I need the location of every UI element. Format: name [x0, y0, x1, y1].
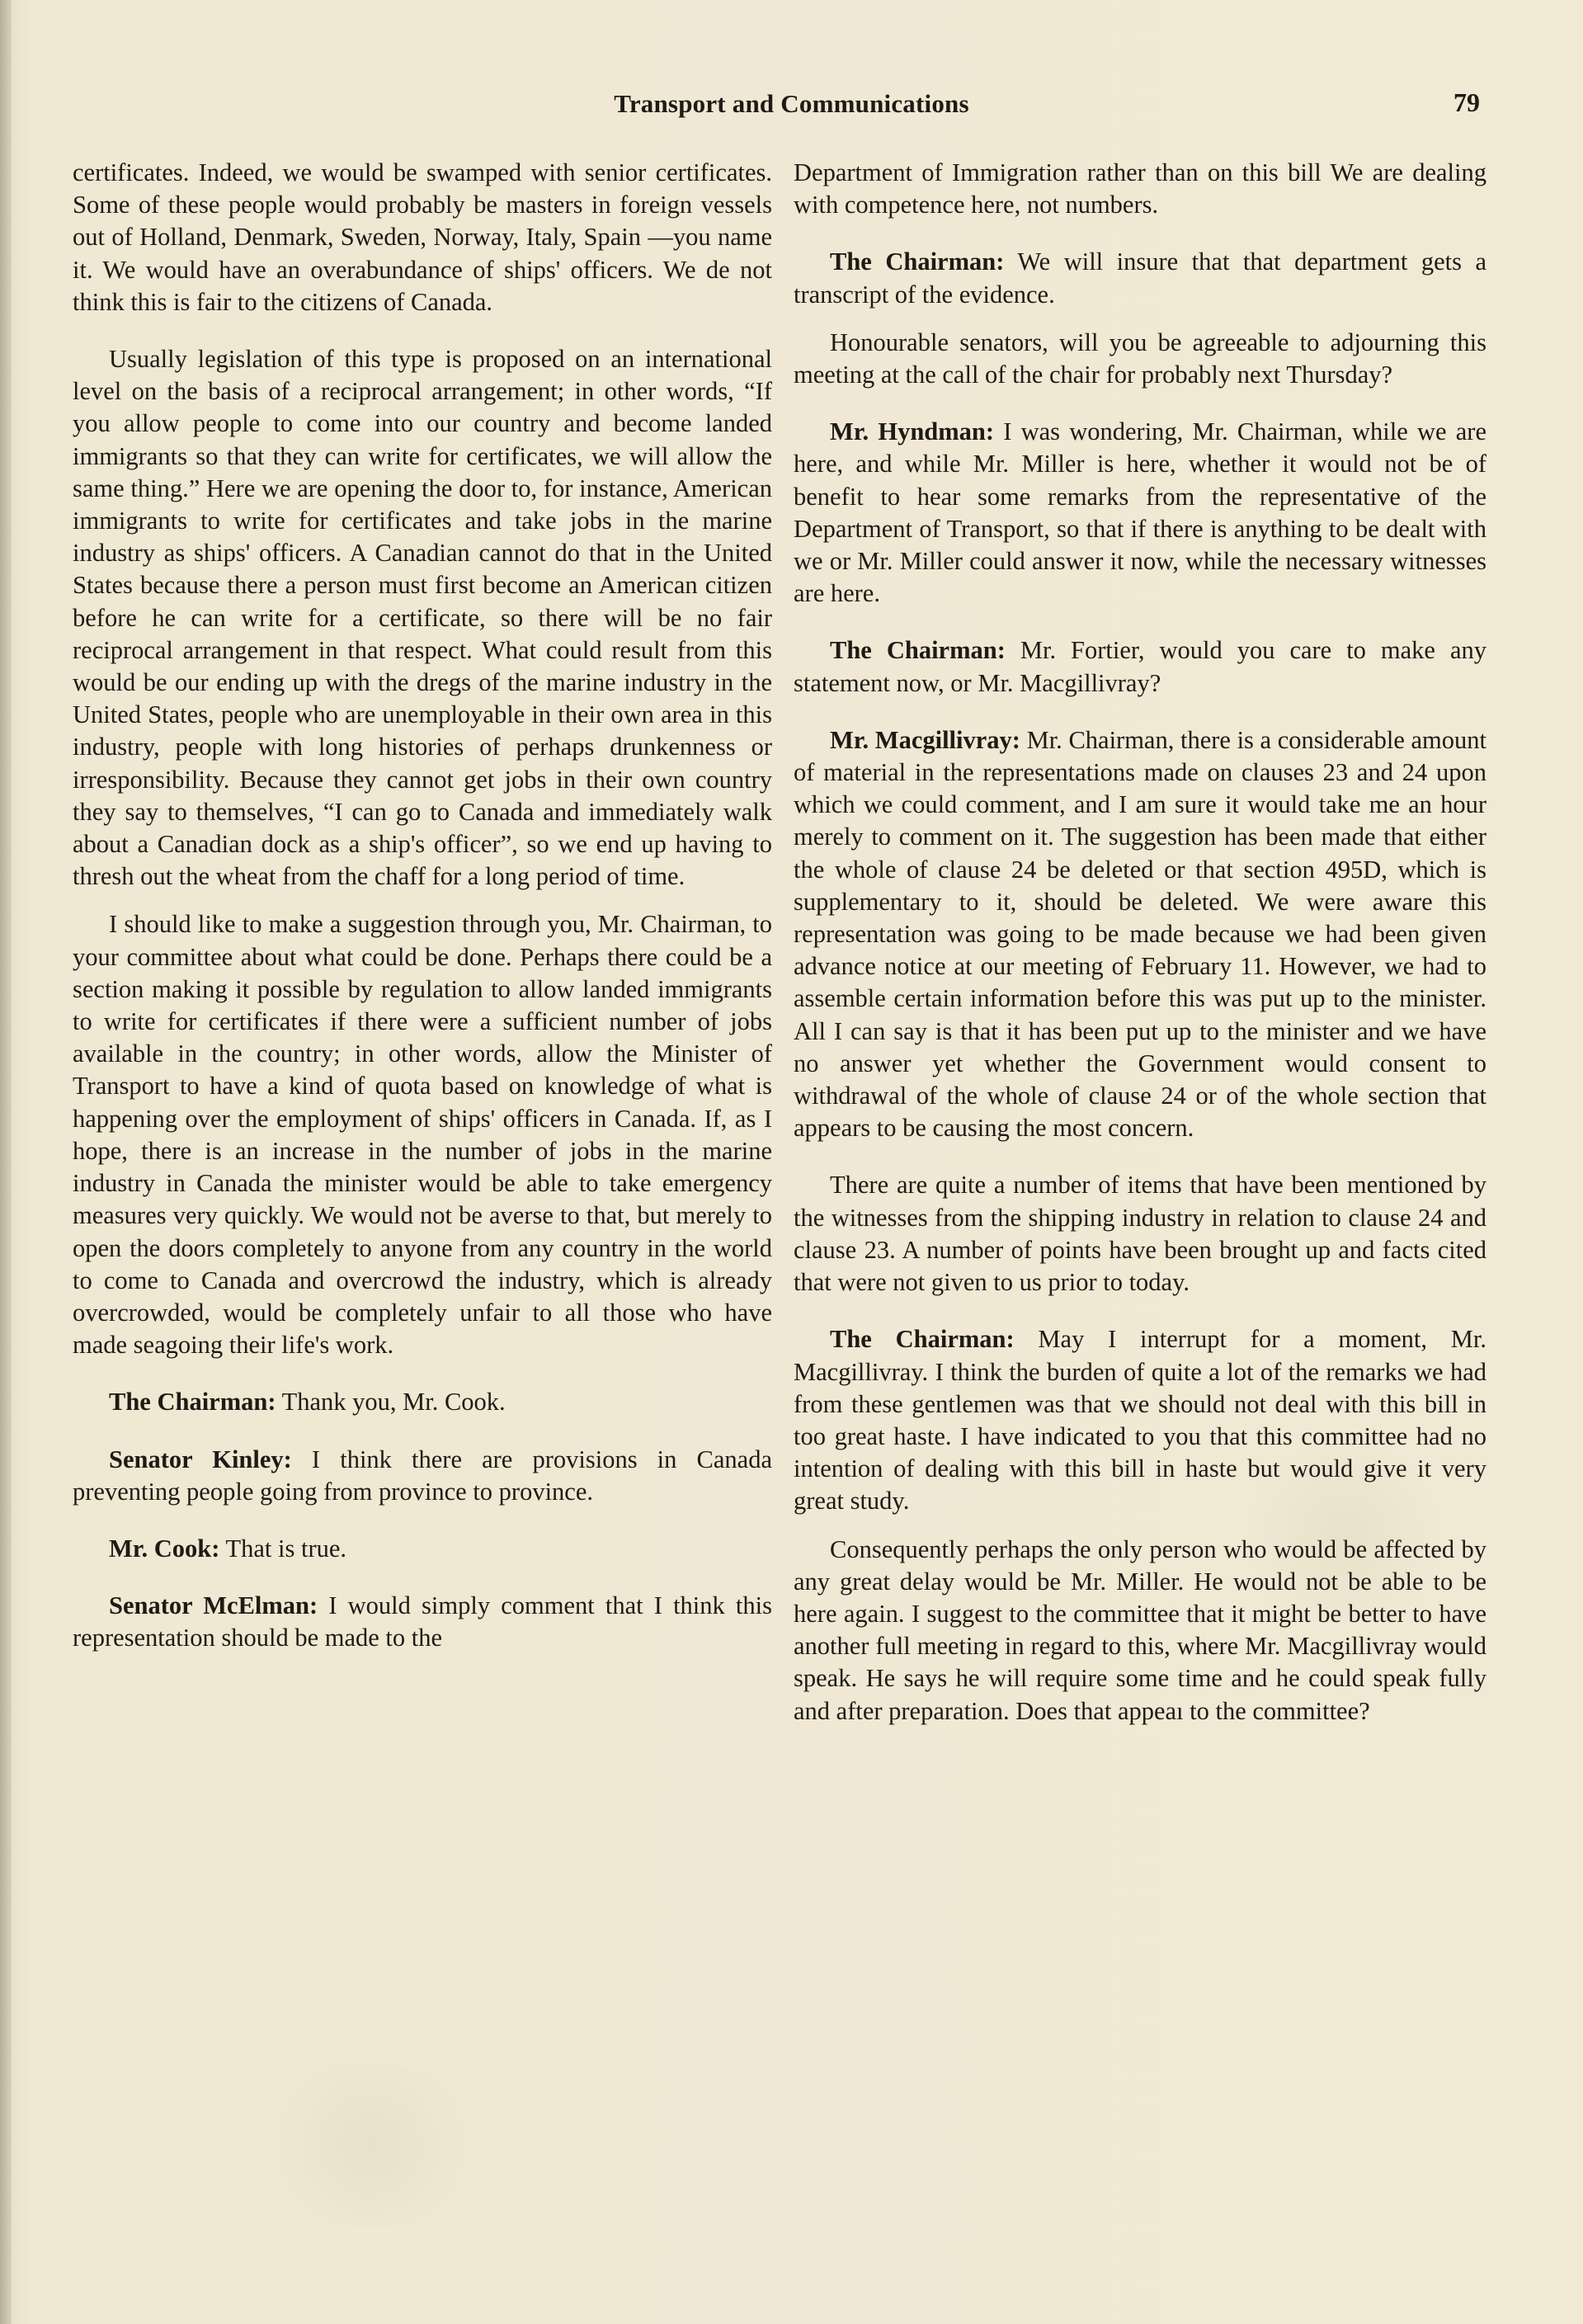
speech-text: Mr. Chairman, there is a considerable amount of material in the representations made on clauses 23 and 24 upon which we could comment, and I am sure it would take me an hour merely to comment on it. The suggestion has been made that either the whole of clause 24 be deleted or that section 495D, which is supplementary to it, should be deleted. We were aware this representation was going to be made because we had been given advance notice at our meeting of February 11. However, we had to assemble certain information before this was put up to the minister. All I can say is that it has been put up to the minister and we have no answer yet whether the Government would consent to withdrawal of the whole of clause 24 or of the whole section that appears to be causing the most concern. [794, 725, 1486, 1143]
paragraph-text: Department of Immigration rather than on this bill We are dealing with competence here, not numbers. [794, 158, 1486, 219]
speech-text: We will insure that that department gets a transcript of the evidence. [794, 247, 1486, 309]
speaker-name: The Chairman: [830, 247, 1005, 276]
paragraph [73, 343, 772, 893]
speech-text: That is true. [219, 1534, 347, 1563]
paragraph-text: Consequently perhaps the only person who would be affected by any great delay would be Mr. Miller. He would not be able to be here again. I suggest to the committee that it might be better to have another full meeting in regard to this, where Mr. Macgillivray would speak. He says he will require some time and he could speak fully and after preparation. Does that appeaı to the committee? [794, 1534, 1486, 1725]
speech [73, 1386, 772, 1418]
running-head: Transport and Communications [614, 89, 969, 118]
speech-text: I would simply comment that I think this representation should be made to the [73, 1591, 772, 1652]
speech [73, 1444, 772, 1508]
paragraph-text: Usually legislation of this type is proposed on an international level on the basis of a reciprocal arrangement; in other words, “If you allow people to come into our country and become landed immigrants so that they can write for certificates, we will allow the same thing.” Here we are opening the door to, for instance, American immigrants to write for certificates and take jobs in the marine industry as ships' officers. A Canadian cannot do that in the United States because there a person must first become an American citizen before he can write for a certificate, so there will be no fair reciprocal arrangement in that respect. What could result from this would be our ending up with the dregs of the marine industry in the United States, people who are unemployable in their own area in this industry, people with long histories of perhaps drunkenness or irresponsibility. Because they cannot get jobs in their own country they say to themselves, “I can go to Canada and immediately walk about a Canadian dock as a ship's officer”, so we end up having to thresh out the wheat from the chaff for a long period of time. [73, 345, 772, 891]
paper-stain [247, 2062, 495, 2227]
speaker-name: The Chairman: [109, 1388, 276, 1417]
speaker-name: Senator McElman: [109, 1591, 318, 1620]
paragraph-text: Honourable senators, will you be agreeable to adjourning this meeting at the call of the chair for probably next Thursday? [794, 328, 1486, 389]
paragraph-text: There are quite a number of items that have been mentioned by the witnesses from the shipping industry in relation to clause 24 and clause 23. A number of points have been brought up and facts cited that were not given to us prior to today. [794, 1171, 1486, 1297]
speech [73, 1533, 772, 1565]
speech-text: Thank you, Mr. Cook. [276, 1388, 506, 1417]
speech-text: I think there are provisions in Canada preventing people going from province to province. [73, 1445, 772, 1506]
speech [794, 246, 1486, 310]
speech-text: May I interrupt for a moment, Mr. Macgillivray. I think the burden of quite a lot of the remarks we had from these gentlemen was that we should not deal with this bill in too great haste. I have indicated to you that this committee had no intention of dealing with this bill in haste but would give it very great study. [794, 1325, 1486, 1516]
paragraph [794, 1169, 1486, 1299]
paragraph [794, 1534, 1486, 1728]
paragraph [73, 157, 772, 318]
binding-edge [0, 0, 12, 2324]
speaker-name: Mr. Macgillivray: [830, 725, 1020, 754]
paragraph [794, 157, 1486, 221]
speech-text: I was wondering, Mr. Chairman, while we are here, and while Mr. Miller is here, whether it would not be of benefit to hear some remarks from the representative of the Department of Transport, so that if there is anything to be dealt with we or Mr. Miller could answer it now, while the necessary witnesses are here. [794, 417, 1486, 608]
speaker-name: Mr. Cook: [109, 1534, 220, 1563]
left-column [73, 157, 772, 1671]
speech [794, 1323, 1486, 1517]
paragraph-text: certificates. Indeed, we would be swamped with senior certificates. Some of these people would probably be masters in foreign vessels out of Holland, Denmark, Sweden, Norway, Italy, Spain —you name it. We would have an overabundance of ships' officers. We de not think this is fair to the citizens of Canada. [73, 158, 772, 316]
speech [794, 724, 1486, 1145]
speaker-name: The Chairman: [830, 636, 1006, 665]
speech [794, 634, 1486, 699]
speech-text: Mr. Fortier, would you care to make any statement now, or Mr. Macgillivray? [794, 636, 1486, 697]
speech [73, 1590, 772, 1654]
paragraph [794, 327, 1486, 391]
right-column [794, 157, 1486, 1743]
paragraph-text: I should like to make a suggestion through you, Mr. Chairman, to your committee about what could be done. Perhaps there could be a section making it possible by regulation to allow landed immigrants to write for certificates if there were a sufficient number of jobs available in the country; in other words, allow the Minister of Transport to have a kind of quota based on knowledge of what is happening over the employment of ships' officers in Canada. If, as I hope, there is an increase in the number of jobs in the marine industry in Canada the minister would be able to take emergency measures very quickly. We would not be averse to that, but merely to open the doors completely to anyone from any country in the world to come to Canada and overcrowd the industry, which is already overcrowded, would be completely unfair to all those who have made seagoing their life's work. [73, 910, 772, 1360]
paragraph [73, 908, 772, 1361]
speaker-name: Mr. Hyndman: [830, 417, 995, 446]
speaker-name: The Chairman: [830, 1325, 1015, 1354]
page-number: 79 [1453, 87, 1480, 117]
speaker-name: Senator Kinley: [109, 1445, 292, 1473]
speech [794, 416, 1486, 610]
